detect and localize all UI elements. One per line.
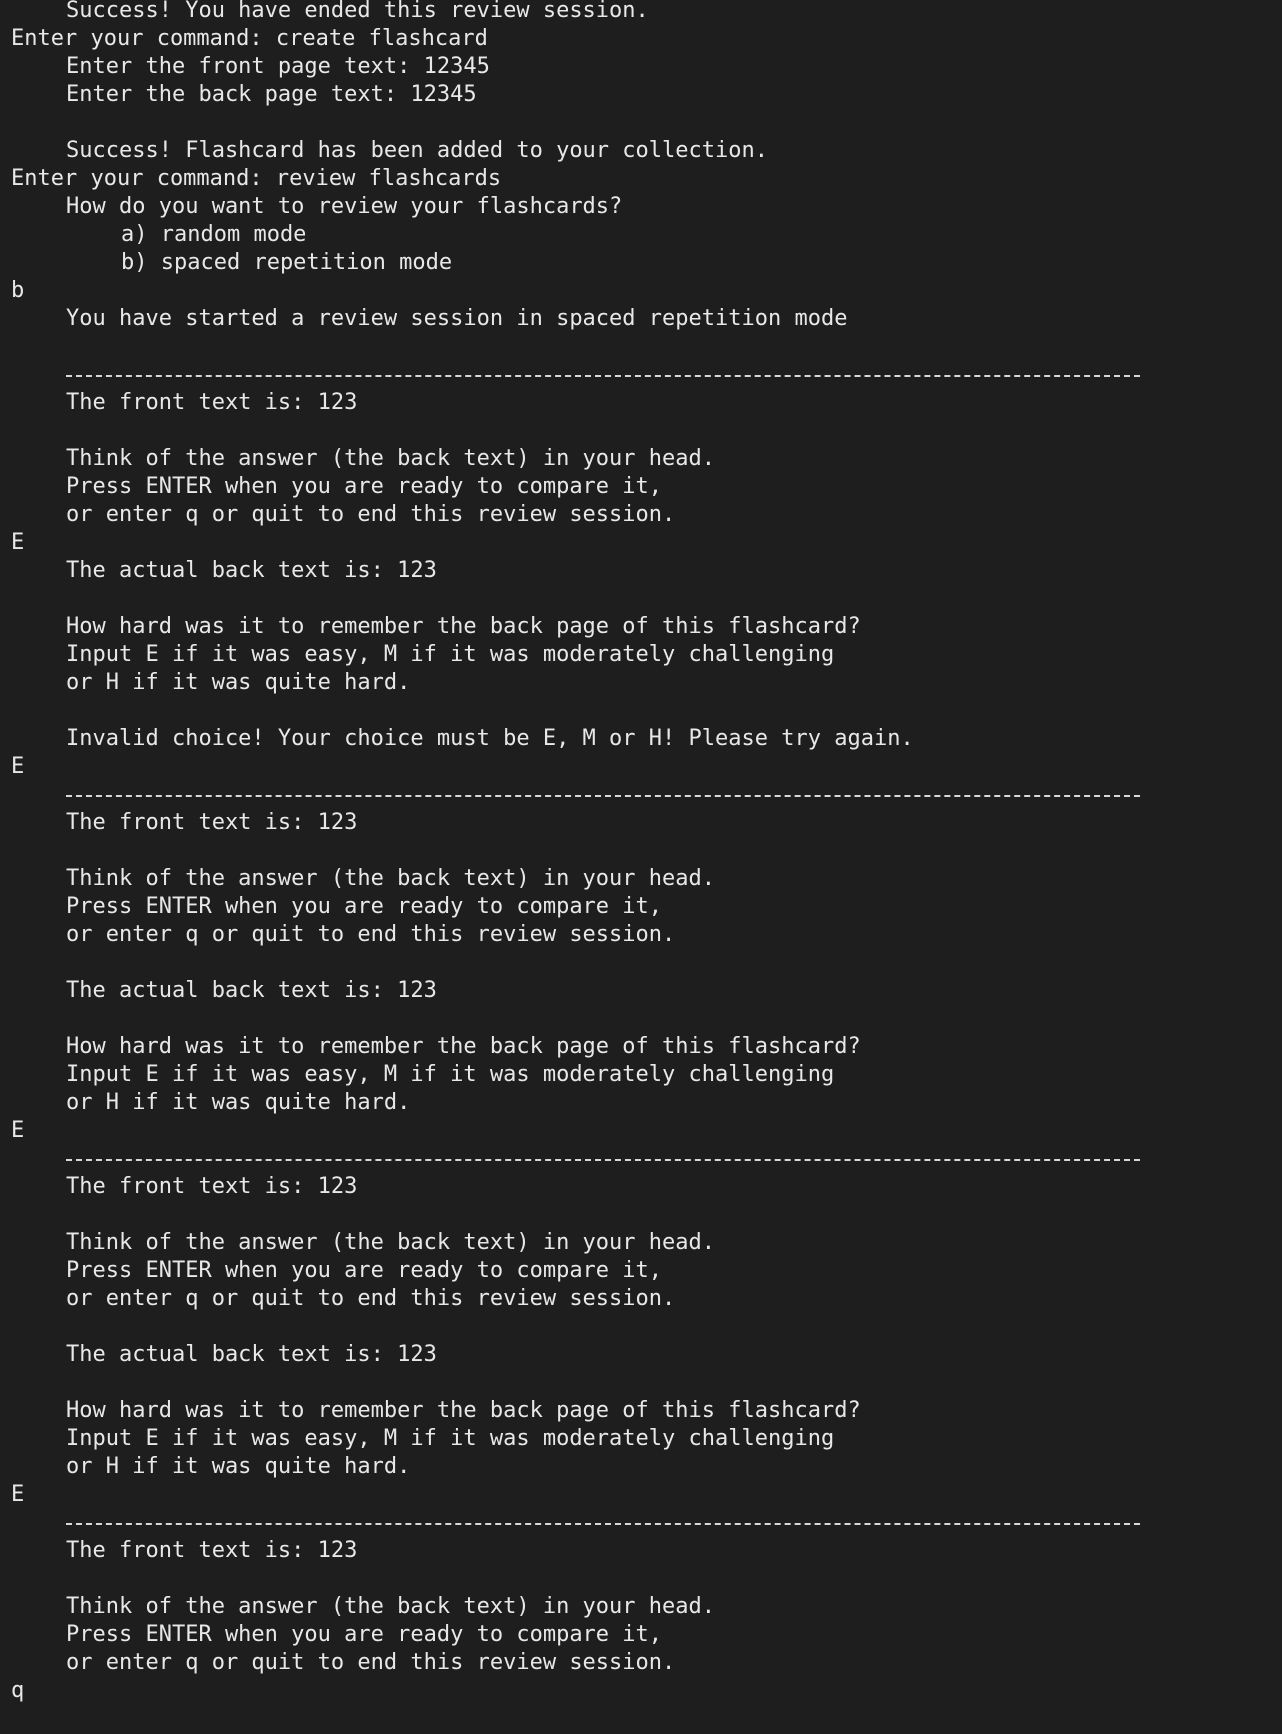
output-line: How do you want to review your flashcards? [66, 194, 623, 219]
output-line: The front text is: 123 [66, 1174, 358, 1199]
user-input-line: Enter your command: create flashcard [11, 26, 488, 51]
blank-line [11, 417, 1282, 445]
user-input-line: E [11, 754, 25, 779]
blank-line [11, 109, 1282, 137]
output-line: Think of the answer (the back text) in your head. [66, 866, 716, 891]
output-line: a) random mode [121, 222, 307, 247]
output-line: Input E if it was easy, M if it was moderately challenging [66, 1426, 835, 1451]
output-line: or enter q or quit to end this review session. [66, 502, 676, 527]
output-line: Success! You have ended this review session. [66, 0, 649, 23]
output-line: Success! Flashcard has been added to your collection. [66, 138, 768, 163]
dashed-rule [66, 795, 1140, 797]
blank-line [11, 1565, 1282, 1593]
output-line: How hard was it to remember the back page of this flashcard? [66, 614, 861, 639]
output-line: Invalid choice! Your choice must be E, M or H! Please try again. [66, 726, 914, 751]
output-line: The actual back text is: 123 [66, 558, 437, 583]
output-line: Press ENTER when you are ready to compare it, [66, 474, 663, 499]
output-line: You have started a review session in spaced repetition mode [66, 306, 848, 331]
output-line: How hard was it to remember the back page of this flashcard? [66, 1034, 861, 1059]
output-line: The actual back text is: 123 [66, 978, 437, 1003]
dashed-rule [66, 1159, 1140, 1161]
dashed-rule [66, 1523, 1140, 1525]
user-input-line: Enter your command: review flashcards [11, 166, 502, 191]
user-input-line: b [11, 278, 25, 303]
blank-line [11, 585, 1282, 613]
separator-line [11, 361, 1282, 389]
output-line: Think of the answer (the back text) in your head. [66, 1594, 716, 1619]
blank-line [11, 949, 1282, 977]
output-line: b) spaced repetition mode [121, 250, 453, 275]
output-line: Press ENTER when you are ready to compare it, [66, 1258, 663, 1283]
output-line: Press ENTER when you are ready to compare it, [66, 894, 663, 919]
user-input-line: q [11, 1678, 25, 1703]
output-line: or H if it was quite hard. [66, 1090, 411, 1115]
output-line: Input E if it was easy, M if it was moderately challenging [66, 642, 835, 667]
separator-line [11, 1145, 1282, 1173]
output-line: The actual back text is: 123 [66, 1342, 437, 1367]
output-line: Input E if it was easy, M if it was moderately challenging [66, 1062, 835, 1087]
user-input-line: E [11, 1118, 25, 1143]
dashed-rule [66, 375, 1140, 377]
output-line: Think of the answer (the back text) in your head. [66, 446, 716, 471]
blank-line [11, 333, 1282, 361]
separator-line [11, 1509, 1282, 1537]
output-line: The front text is: 123 [66, 390, 358, 415]
blank-line [11, 1369, 1282, 1397]
output-line: The front text is: 123 [66, 1538, 358, 1563]
output-line: or H if it was quite hard. [66, 1454, 411, 1479]
output-line: or H if it was quite hard. [66, 670, 411, 695]
blank-line [11, 1313, 1282, 1341]
output-line: or enter q or quit to end this review session. [66, 1286, 676, 1311]
blank-line [11, 837, 1282, 865]
output-line: Press ENTER when you are ready to compare it, [66, 1622, 663, 1647]
blank-line [11, 697, 1282, 725]
separator-line [11, 781, 1282, 809]
output-line: or enter q or quit to end this review session. [66, 922, 676, 947]
output-line: Think of the answer (the back text) in your head. [66, 1230, 716, 1255]
output-line: Enter the front page text: 12345 [66, 54, 490, 79]
output-line: Enter the back page text: 12345 [66, 82, 477, 107]
output-line: The front text is: 123 [66, 810, 358, 835]
blank-line [11, 1201, 1282, 1229]
output-line: How hard was it to remember the back page of this flashcard? [66, 1398, 861, 1423]
blank-line [11, 1005, 1282, 1033]
user-input-line: E [11, 1482, 25, 1507]
output-line: or enter q or quit to end this review session. [66, 1650, 676, 1675]
user-input-line: E [11, 530, 25, 555]
